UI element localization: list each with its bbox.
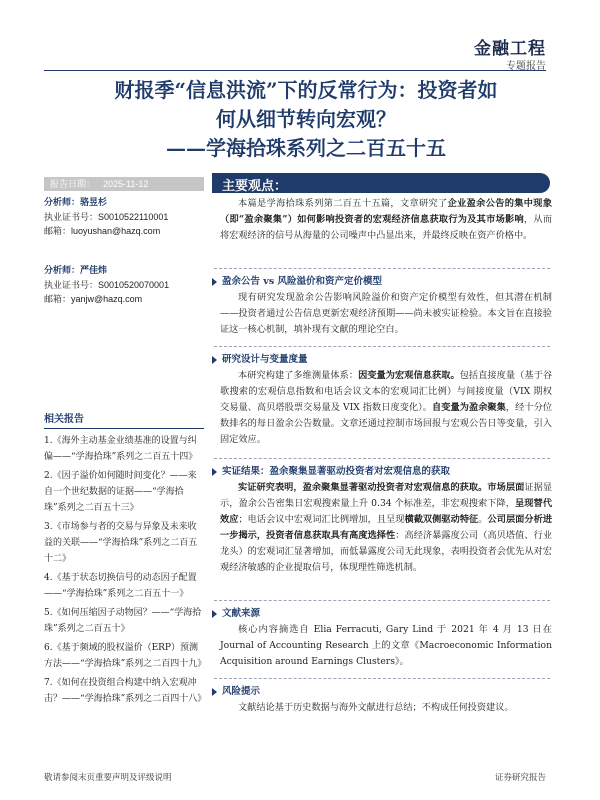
section-marker-icon	[212, 356, 217, 364]
section-divider	[214, 346, 550, 347]
intro-paragraph	[220, 196, 552, 244]
related-report-item[interactable]	[44, 605, 204, 637]
related-report-item[interactable]	[44, 570, 204, 602]
intro-text-post: ，从而将宏观经济的信号从海量的公司噪声中凸显出来，并最终反映在资产价格中。	[220, 214, 553, 241]
page-title	[56, 76, 556, 163]
section-divider	[214, 678, 550, 679]
related-reports-list	[44, 433, 207, 710]
analyst-email[interactable]: 邮箱：yanjw@hazq.com	[44, 294, 143, 304]
report-date-bar	[44, 177, 204, 191]
section-title: 盈余公告 vs 风险溢价和资产定价模型	[222, 276, 382, 287]
analyst-name: 分析师：骆昱杉	[44, 198, 108, 208]
footer-disclaimer: 敬请参阅末页重要声明及评级说明	[44, 773, 172, 783]
section-text-bold: 公司层面分析进一步揭示，投资者信息获取具有高度选择性	[220, 514, 553, 541]
analyst-block-2	[44, 264, 204, 306]
section-text: 本研究构建了多维测量体系：	[238, 370, 359, 381]
related-report-link[interactable]: 5.《如何压缩因子动物园？——“学海拾珠”系列之二百五十》	[44, 608, 202, 634]
section-text: 。	[478, 514, 488, 525]
key-points-header	[212, 173, 550, 193]
section-text-bold: 自变量为盈余聚集	[432, 402, 506, 413]
related-report-link[interactable]: 7.《如何在投资组合构建中纳入宏观冲击？——“学海拾珠”系列之二百四十八》	[44, 678, 207, 704]
section-paragraph	[220, 700, 552, 716]
section-divider	[214, 600, 550, 601]
section-text: ：高经济暴露度公司（高贝塔值、行业龙头）的宏观词汇显著增加，而低暴露度公司无此现象，表明投资者会优先从对宏观经济敏感的企业提取信号，体现理性筛选机制。	[220, 530, 553, 573]
section-text-bold: 横截双侧驱动特征	[404, 514, 479, 525]
related-report-item[interactable]	[44, 468, 204, 516]
section-heading	[212, 605, 552, 619]
related-report-item[interactable]	[44, 640, 207, 672]
section-title: 实证结果：盈余聚集显著驱动投资者对宏观信息的获取	[222, 466, 451, 477]
section-text: 现有研究发现盈余公告影响风险溢价和资产定价模型有效性，但其潜在机制——投资者通过公告信息更新宏观经济预期——尚未被实证检验。本文旨在直接验证这一核心机制，填补现有文献的理论空白。	[220, 292, 552, 335]
intro-text-bold: 企业盈余公告的集中现象（即“盈余聚集”）如何影响投资者的宏观经济信息获取行为及其市场影响	[220, 198, 553, 225]
intro-text-pre: 本篇是学海拾珠系列第二百五十五篇，文章研究了	[238, 198, 448, 209]
section-text: 证据显示，盈余公告密集日宏观搜索量上升 0.34 个标准差，非宏观搜索下降，	[220, 482, 553, 509]
related-reports-title: 相关报告	[44, 410, 204, 429]
section-text: ；电话会议中宏观词汇比例增加，且呈现	[238, 514, 405, 525]
related-report-link[interactable]: 4.《基于状态切换信号的动态因子配置——“学海拾珠”系列之二百五十一》	[44, 573, 197, 599]
related-report-item[interactable]	[44, 675, 207, 707]
section-marker-icon	[212, 278, 217, 286]
section-paragraph	[220, 368, 552, 448]
title-line-1: 财报季“信息洪流”下的反常行为：投资者如	[114, 78, 498, 102]
section-heading	[212, 351, 552, 365]
section-text: ，经十分位数排名的每日盈余公告数量。文章还通过控制市场回报与宏观公告日等变量，引入固定效应。	[220, 402, 553, 445]
header-divider	[44, 70, 546, 71]
section-divider	[214, 458, 550, 459]
section-text-bold: 因变量为宏观信息获取。	[358, 370, 460, 381]
section-marker-icon	[212, 610, 217, 618]
analyst-email[interactable]: 邮箱：luoyushan@hazq.com	[44, 226, 161, 236]
title-line-2: 何从细节转向宏观？	[216, 107, 396, 131]
section-paragraph	[220, 290, 552, 338]
footer-label: 证券研究报告	[494, 773, 546, 783]
section-text: 核心内容摘选自 Elia Ferracuti, Gary Lind 于 2021 年 4 月 13 日在 Journal of Accounting Research 上的文章《Macroeconomic Information Acquisition around Earnings Clusters》。	[220, 624, 552, 667]
related-report-link[interactable]: 1.《海外主动基金业绩基准的设置与纠偏——“学海拾珠”系列之二百五十四》	[44, 436, 198, 462]
section-title: 研究设计与变量度量	[222, 354, 308, 365]
key-points-title: 主要观点：	[222, 179, 288, 194]
section-text: 包括直接度量（基于谷歌搜索的宏观信息指数和电话会议文本的宏观词汇比例）与间接度量（VIX 期权交易量、高贝塔股票交易量及 VIX 指数日度变化）。	[220, 370, 553, 413]
related-report-link[interactable]: 3.《市场参与者的交易与异象及未来收益的关联——“学海拾珠”系列之二百五十二》	[44, 522, 198, 564]
section-marker-icon	[212, 688, 217, 696]
report-date-label: 报告日期：	[50, 179, 96, 189]
section-text-bold: 呈现替代效应	[220, 498, 553, 525]
related-report-item[interactable]	[44, 519, 204, 567]
analyst-cert: 执业证书号：S0010522110001	[44, 212, 169, 222]
report-date-value: 2025-11-12	[103, 179, 149, 189]
related-report-item[interactable]	[44, 433, 204, 465]
analyst-cert: 执业证书号：S0010520070001	[44, 280, 170, 290]
section-title: 文献来源	[222, 608, 261, 619]
section-heading	[212, 273, 552, 287]
section-title: 风险提示	[222, 686, 261, 697]
section-divider	[214, 268, 550, 269]
section-marker-icon	[212, 468, 217, 476]
section-text-bold: 实证研究表明，盈余聚集显著驱动投资者对宏观信息的获取。市场层面	[238, 482, 525, 493]
report-type: 专题报告	[506, 61, 546, 72]
related-report-link[interactable]: 6.《基于频域的股权溢价（ERP）预测方法——“学海拾珠”系列之二百四十九》	[44, 643, 207, 669]
section-heading	[212, 683, 552, 697]
analyst-block-1	[44, 196, 204, 238]
title-line-3: ——学海拾珠系列之二百五十五	[166, 136, 446, 160]
section-paragraph	[220, 622, 552, 670]
section-paragraph	[220, 480, 552, 576]
section-text: 文献结论基于历史数据与海外文献进行总结；不构成任何投资建议。	[238, 702, 514, 713]
section-heading	[212, 463, 552, 477]
brand-title: 金融工程	[474, 39, 546, 59]
related-report-link[interactable]: 2.《因子溢价如何随时间变化？——来自一个世纪数据的证据——“学海拾珠”系列之二百五十三》	[44, 471, 197, 513]
analyst-name: 分析师：严佳炜	[44, 266, 108, 276]
